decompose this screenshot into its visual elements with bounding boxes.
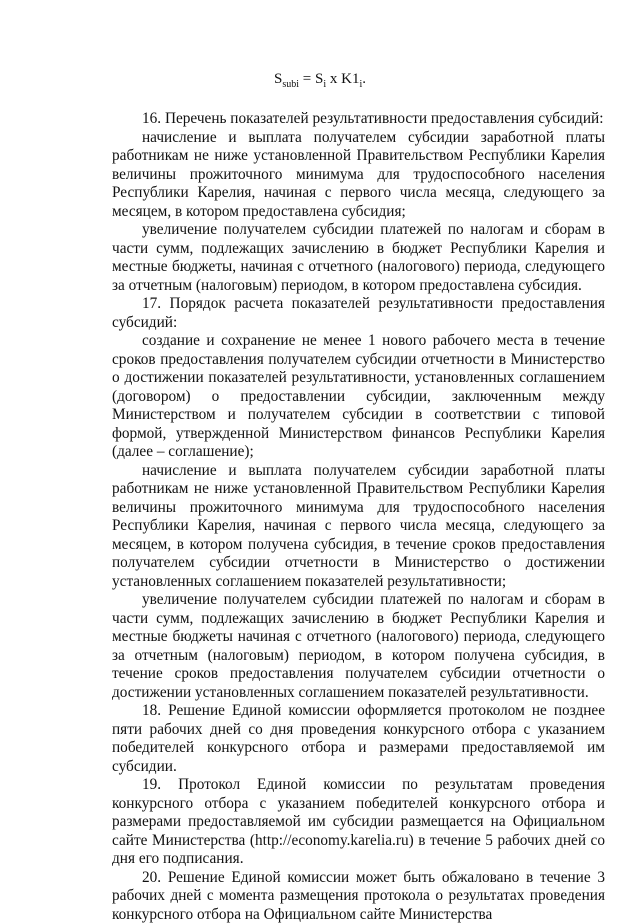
paragraph: начисление и выплата получателем субсидии заработной платы работникам не ниже установленной Правительством Республики Карелия величины прожиточного минимума для трудоспособного населения Республики Карелия, начиная с первого числа месяца, следующего за месяцем, в котором получена субсидия, в течение сроков предоставления получателем субсидии отчетности в Министерство о достижении установленных соглашением показателей результативности;: [112, 462, 605, 592]
formula-r2-sub: i: [359, 79, 362, 90]
paragraph: создание и сохранение не менее 1 нового рабочего места в течение сроков предоставления получателем субсидии отчетности в Министерство о достижении показателей результативности, установленных соглашением (договором) о предоставлении субсидии, заключенным между Министерством и получателем субсидии в соответствии с типовой формой, утвержденной Министерством финансов Республики Карелия (далее – соглашение);: [112, 332, 605, 462]
paragraph: 18. Решение Единой комиссии оформляется протоколом не позднее пяти рабочих дней со дня проведения конкурсного отбора с указанием победителей конкурсного отбора и размерами предоставляемой им субсидии.: [112, 702, 605, 776]
document-body: [112, 100, 605, 924]
formula-r2-main: K1: [341, 71, 359, 87]
paragraph: увеличение получателем субсидии платежей по налогам и сборам в части сумм, подлежащих зачислению в бюджет Республики Карелия и местные бюджеты начиная с отчетного (налогового) периода, следующего за отчетным (налоговым) периодом, в котором получена субсидия, в течение сроков предоставления получателем субсидии отчетности о достижении установленных соглашением показателей результативности.: [112, 591, 605, 702]
formula-left-sub: subi: [282, 79, 299, 90]
paragraph: 19. Протокол Единой комиссии по результатам проведения конкурсного отбора с указанием победителей конкурсного отбора и размерами предоставляемой им субсидии размещается на Официальном сайте Министерства (http://economy.karelia.ru) в течение 5 рабочих дней со дня его подписания.: [112, 776, 605, 869]
formula-r1-main: S: [315, 71, 323, 87]
formula-times: x: [326, 71, 341, 87]
formula: [0, 70, 640, 94]
paragraph: 16. Перечень показателей результативности предоставления субсидий:: [112, 110, 605, 129]
paragraph: начисление и выплата получателем субсидии заработной платы работникам не ниже установленной Правительством Республики Карелия величины прожиточного минимума для трудоспособного населения Республики Карелия, начиная с первого числа месяца, следующего за месяцем, в котором предоставлена субсидия;: [112, 129, 605, 222]
paragraph: 17. Порядок расчета показателей результативности предоставления субсидий:: [112, 295, 605, 332]
paragraph: увеличение получателем субсидии платежей по налогам и сборам в части сумм, подлежащих зачислению в бюджет Республики Карелия и местные бюджеты, начиная с отчетного (налогового) периода, следующего за отчетным (налоговым) периодом, в котором предоставлена субсидия.: [112, 221, 605, 295]
formula-equals: =: [299, 71, 315, 87]
formula-left-main: S: [274, 71, 282, 87]
formula-end: .: [362, 71, 366, 87]
formula-r1-sub: i: [323, 79, 326, 90]
paragraph: 20. Решение Единой комиссии может быть обжаловано в течение 3 рабочих дней с момента размещения протокола о результатах проведения конкурсного отбора на Официальном сайте Министерства: [112, 869, 605, 924]
